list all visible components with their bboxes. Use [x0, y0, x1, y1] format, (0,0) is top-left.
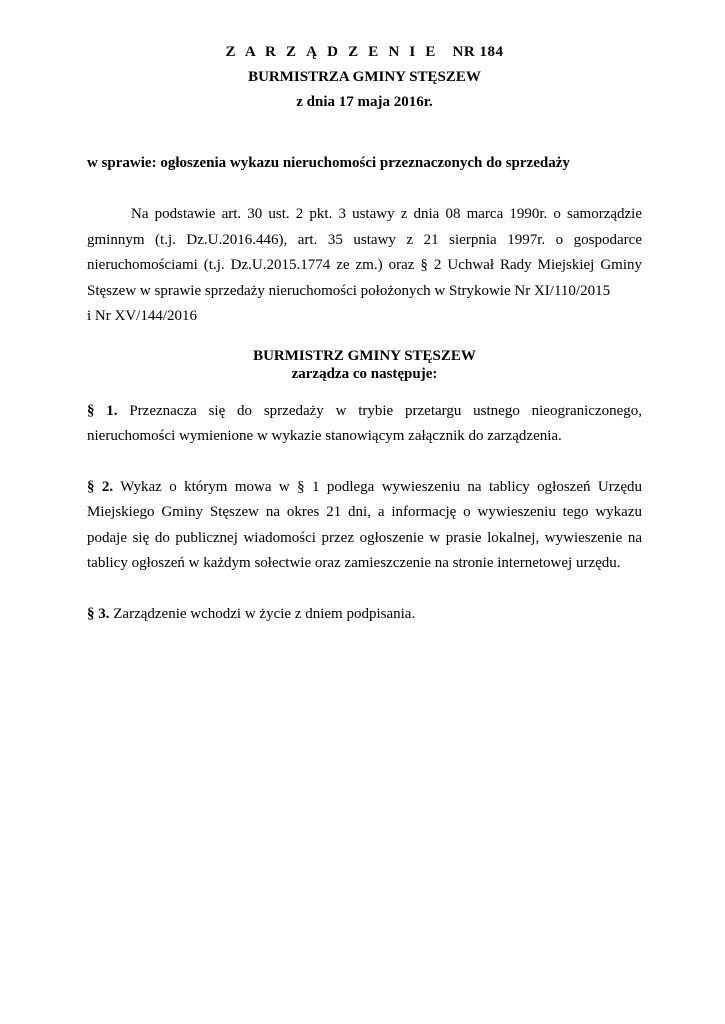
subject-line: w sprawie: ogłoszenia wykazu nieruchomości przeznaczonych do sprzedaży: [87, 155, 570, 171]
decree-heading: [87, 347, 642, 383]
document-title: [87, 40, 642, 65]
issuer-heading: BURMISTRZA GMINY STĘSZEW: [248, 69, 481, 85]
legal-basis-text: Na podstawie art. 30 ust. 2 pkt. 3 ustawy z dnia 08 marca 1990r. o samorządzie gminnym (t.j. Dz.U.2016.446), art. 35 ustawy z 21 sierpnia 1997r. o gospodarce nieruchomościami (t.j. Dz.U.2015.1774 ze zm.) oraz § 2 Uchwał Rady Miejskiej Gminy Stęszew w sprawie sprzedaży nieruchomości położonych w Strykowie Nr XI/110/2015: [87, 206, 642, 299]
paragraph-label: § 1.: [87, 402, 118, 419]
document-header: [87, 40, 642, 115]
decree-issuer: BURMISTRZ GMINY STĘSZEW: [253, 347, 476, 364]
paragraph-3: [87, 602, 642, 628]
decree-orders: zarządza co następuje:: [291, 365, 438, 382]
paragraph-label: § 2.: [87, 478, 114, 495]
legal-basis: [87, 202, 642, 330]
title-word: Z A R Z Ą D Z E N I E: [225, 44, 439, 60]
issue-date: z dnia 17 maja 2016r.: [296, 94, 433, 110]
paragraph-2: [87, 475, 642, 577]
paragraph-text: Wykaz o którym mowa w § 1 podlega wywieszeniu na tablicy ogłoszeń Urzędu Miejskiego Gminy Stęszew na okres 21 dni, a informację o wywieszeniu tego wykazu podaje się do publicznej wiadomości przez ogłoszenie w prasie lokalnej, wywieszenie na tablicy ogłoszeń w każdym sołectwie oraz zamieszczenie na stronie internetowej urzędu.: [87, 478, 643, 571]
decree-number: NR 184: [452, 44, 504, 60]
paragraph-text: Zarządzenie wchodzi w życie z dniem podpisania.: [113, 605, 416, 622]
paragraph-1: [87, 399, 642, 450]
paragraph-text: Przeznacza się do sprzedaży w trybie przetargu ustnego nieograniczonego, nieruchomości wymienione w wykazie stanowiącym załącznik do zarządzenia.: [87, 402, 642, 444]
paragraph-label: § 3.: [87, 605, 110, 622]
legal-basis-tail: i Nr XV/144/2016: [87, 308, 197, 324]
